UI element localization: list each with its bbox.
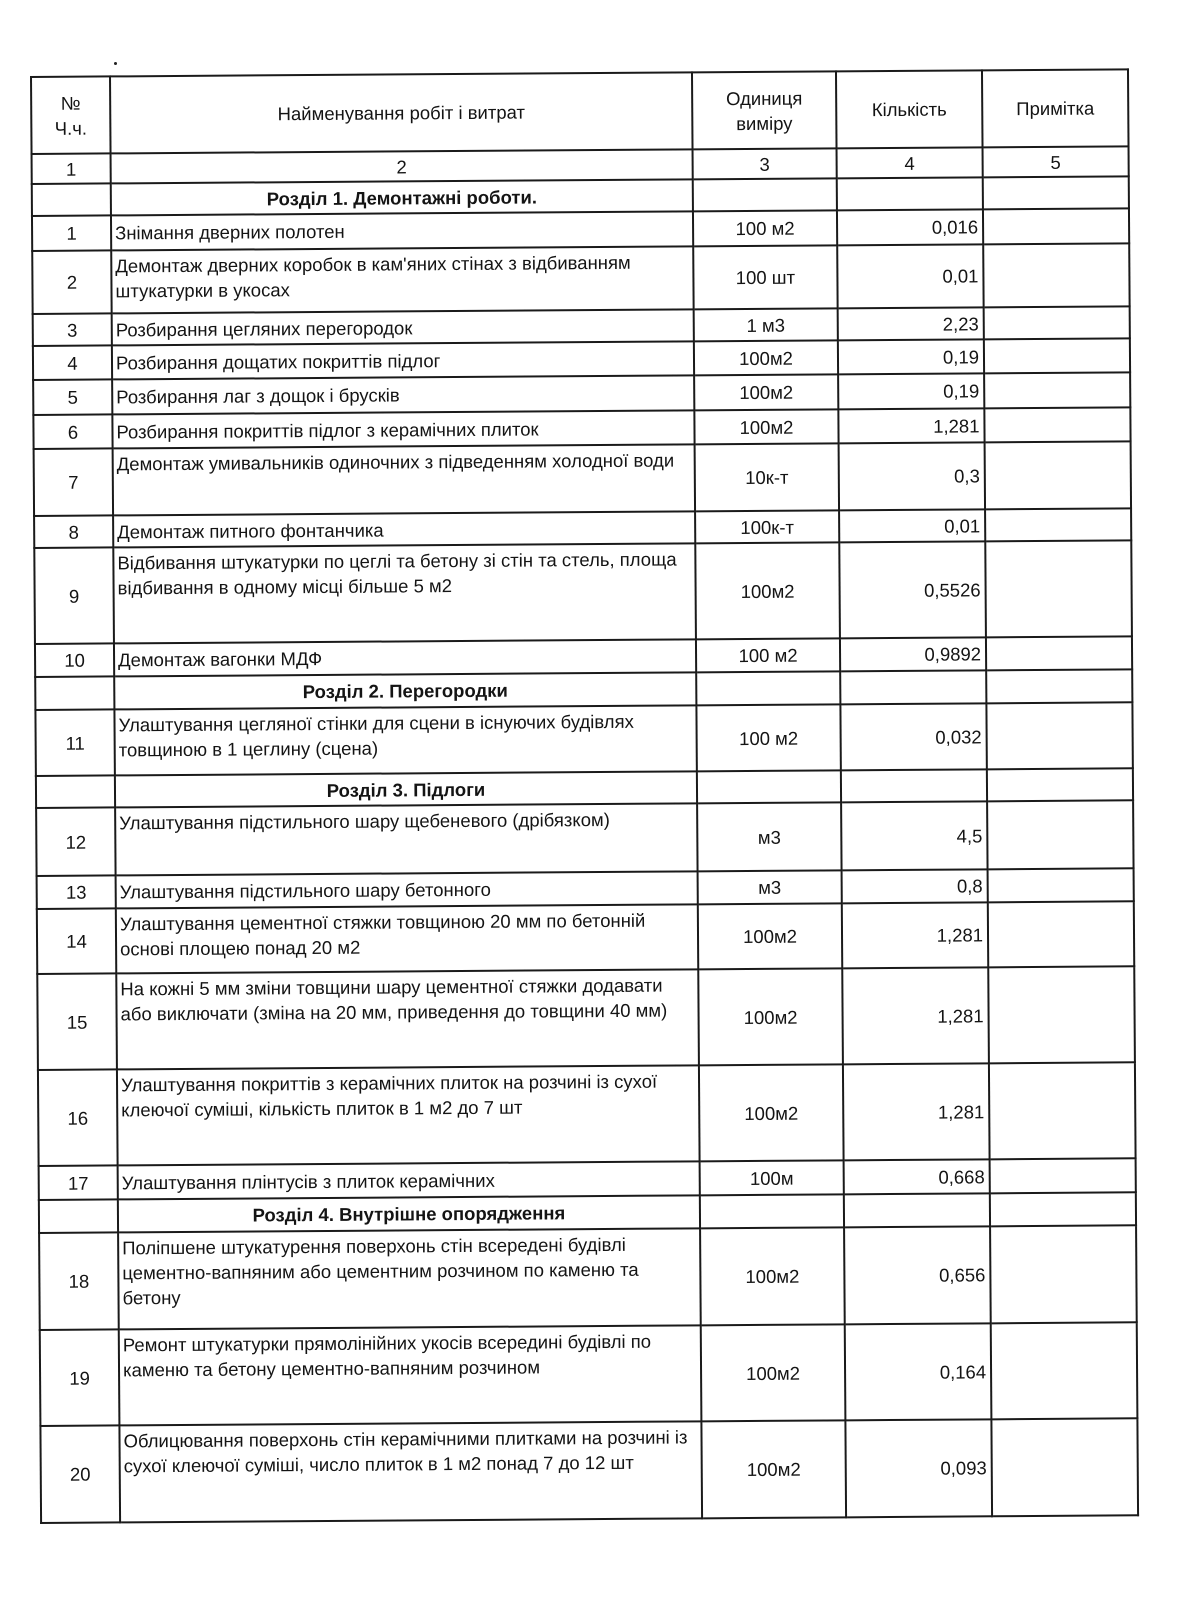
section-unit-cell [697, 770, 841, 803]
section-qty-cell [840, 670, 986, 704]
row-qty: 0,9892 [840, 637, 986, 671]
table-row [38, 1062, 1136, 1166]
row-note [984, 372, 1130, 408]
row-note [987, 800, 1133, 869]
row-qty: 0,5526 [839, 541, 986, 638]
row-num: 6 [33, 414, 112, 449]
row-unit: 100 шт [693, 245, 837, 309]
column-index-cell: 1 [32, 153, 111, 184]
header-name: Найменування робіт і витрат [110, 72, 693, 153]
row-unit: 100 м2 [693, 210, 837, 246]
row-num: 19 [40, 1329, 120, 1426]
row-name: Розбирання дощатих покриттів підлог [112, 341, 694, 379]
column-index-cell: 3 [693, 148, 837, 179]
row-name: Знімання дверних полотен [111, 211, 693, 250]
row-num: 13 [37, 875, 116, 909]
row-num: 11 [35, 709, 114, 776]
row-name: На кожні 5 мм зміни товщини шару цементної стяжки додавати або виключати (зміна на 20 мм, приведення до товщини 40 мм) [116, 969, 699, 1069]
row-num: 2 [32, 250, 111, 314]
row-note [984, 338, 1130, 373]
row-unit: 100к-т [695, 510, 839, 543]
column-index-cell: 5 [983, 146, 1129, 177]
row-note [990, 1158, 1136, 1193]
row-name: Демонтаж вагонки МДФ [114, 639, 696, 676]
row-qty: 0,016 [837, 209, 983, 245]
row-note [984, 407, 1130, 442]
table-row [40, 1418, 1138, 1523]
row-unit: 100м2 [694, 374, 838, 410]
row-unit: 100м2 [698, 903, 842, 969]
row-name: Облицювання поверхонь стін керамічними плитками на розчині із сухої клеючої суміші, число плиток в 1 м2 понад 7 до 12 шт [119, 1421, 702, 1522]
header-row [31, 69, 1129, 154]
row-name: Поліпшене штукатурення поверхонь стін всередені будівлі цементно-вапняним або цементним розчином по каменю та бетону [118, 1228, 701, 1329]
section-qty-cell [844, 1193, 990, 1227]
row-note [991, 1322, 1138, 1419]
row-qty: 1,281 [842, 967, 989, 1064]
row-qty: 0,8 [842, 869, 988, 903]
section-unit-cell [700, 1194, 844, 1228]
row-note [986, 702, 1132, 769]
row-qty: 0,19 [838, 373, 984, 409]
row-num: 20 [40, 1425, 120, 1523]
row-unit: 100м2 [701, 1420, 846, 1518]
row-num: 3 [33, 313, 112, 346]
row-name: Демонтаж питного фонтанчика [113, 511, 695, 547]
row-num: 12 [36, 807, 115, 876]
row-num: 10 [35, 643, 114, 677]
row-unit: 100м2 [700, 1227, 845, 1325]
section-unit-cell [696, 671, 840, 705]
row-note [990, 1225, 1137, 1323]
section-num-cell [35, 676, 114, 710]
row-qty: 1,281 [843, 1063, 990, 1160]
row-unit: м3 [698, 870, 842, 904]
row-note [985, 508, 1131, 541]
row-qty: 1,281 [838, 408, 984, 443]
row-name: Демонтаж дверних коробок в кам'яних стінах з відбиванням штукатурки в укосах [111, 246, 693, 313]
row-name: Улаштування плінтусів з плиток керамічних [118, 1161, 700, 1199]
header-num-line2: Ч.ч. [54, 117, 88, 139]
row-num: 16 [38, 1069, 118, 1166]
table-row [37, 966, 1135, 1070]
row-name: Розбирання покриттів підлог з керамічних плиток [112, 410, 694, 448]
row-name: Улаштування підстильного шару бетонного [116, 871, 698, 908]
row-unit: 1 м3 [694, 308, 838, 341]
header-unit-line2: виміру [736, 112, 793, 134]
row-note [991, 1418, 1138, 1516]
section-qty-cell [841, 769, 987, 802]
table-row [40, 1322, 1138, 1426]
row-num: 18 [39, 1232, 119, 1330]
row-num: 15 [37, 973, 117, 1070]
row-note [983, 243, 1129, 307]
section-num-cell [39, 1199, 118, 1233]
row-unit: 100м2 [698, 968, 843, 1065]
section-note-cell [983, 176, 1129, 209]
works-table [30, 68, 1139, 1524]
header-num-line1: № [60, 92, 81, 114]
row-qty: 1,281 [842, 902, 988, 968]
row-num: 1 [32, 215, 111, 251]
row-name: Розбирання лаг з дощок і брусків [112, 375, 694, 414]
column-index-cell: 2 [111, 149, 693, 183]
section-note-cell [986, 669, 1132, 703]
works-table-sheet [30, 68, 1139, 1524]
row-note [983, 208, 1129, 244]
table-row [37, 901, 1134, 974]
row-note [986, 636, 1132, 670]
header-qty: Кількість [836, 70, 983, 148]
row-num: 14 [37, 908, 116, 974]
row-qty: 0,3 [839, 442, 985, 510]
row-name: Улаштування цегляної стінки для сцени в існуючих будівлях товщиною в 1 цеглину (сцена) [114, 705, 696, 775]
row-qty: 4,5 [841, 801, 987, 870]
section-title: Розділ 1. Демонтажні роботи. [111, 179, 693, 215]
row-unit: 100м2 [694, 340, 838, 375]
row-unit: 10к-т [695, 443, 839, 511]
row-name: Ремонт штукатурки прямолінійних укосів всередині будівлі по каменю та бетону цементно-вапняним розчином [119, 1325, 702, 1425]
header-num [31, 76, 111, 154]
row-name: Улаштування підстильного шару щебеневого (дрібязком) [115, 803, 697, 875]
row-note [988, 901, 1134, 967]
row-unit: 100м2 [701, 1324, 846, 1421]
row-qty: 0,164 [845, 1323, 992, 1420]
row-qty: 0,01 [839, 509, 985, 542]
row-qty: 0,01 [837, 244, 983, 308]
row-unit: 100м2 [694, 409, 838, 444]
table-row [35, 702, 1132, 776]
section-note-cell [990, 1192, 1136, 1226]
row-unit: 100 м2 [696, 704, 840, 771]
row-num: 7 [34, 448, 113, 516]
row-num: 17 [39, 1165, 118, 1200]
row-note [985, 540, 1132, 637]
scan-speck [114, 62, 117, 65]
row-note [984, 306, 1130, 339]
section-num-cell [36, 775, 115, 808]
row-name: Демонтаж умивальників одиночних з підведенням холодної води [113, 444, 695, 515]
section-num-cell [32, 183, 111, 216]
row-unit: м3 [697, 802, 841, 871]
column-index-cell: 4 [837, 147, 983, 178]
row-unit: 100м2 [695, 542, 840, 639]
row-qty: 0,668 [844, 1159, 990, 1194]
row-unit: 100м2 [699, 1064, 844, 1161]
row-note [989, 1062, 1136, 1159]
table-row [32, 243, 1129, 314]
row-qty: 0,656 [844, 1226, 991, 1324]
section-unit-cell [693, 178, 837, 211]
section-title: Розділ 3. Підлоги [115, 771, 697, 807]
header-unit [692, 71, 837, 149]
row-unit: 100м [700, 1160, 844, 1195]
row-num: 9 [34, 547, 114, 644]
row-qty: 0,093 [845, 1419, 992, 1517]
table-row [34, 441, 1131, 516]
header-note: Примітка [982, 69, 1129, 147]
row-name: Улаштування покриттів з керамічних плиток на розчині із сухої клеючої суміші, кількість плиток в 1 м2 до 7 шт [117, 1065, 700, 1165]
row-num: 8 [34, 515, 113, 548]
section-note-cell [987, 768, 1133, 801]
row-unit: 100 м2 [696, 638, 840, 672]
table-row [36, 800, 1133, 876]
section-qty-cell [837, 177, 983, 210]
row-qty: 2,23 [838, 307, 984, 340]
section-title: Розділ 2. Перегородки [114, 672, 696, 709]
section-title: Розділ 4. Внутрішне опорядження [118, 1195, 700, 1232]
row-name: Розбирання цегляних перегородок [112, 309, 694, 345]
row-qty: 0,19 [838, 339, 984, 374]
row-note [988, 868, 1134, 902]
table-row [39, 1225, 1137, 1330]
table-row [34, 540, 1132, 644]
row-note [988, 966, 1135, 1063]
row-num: 5 [33, 379, 112, 415]
row-name: Улаштування цементної стяжки товщиною 20 мм по бетонній основі площею понад 20 м2 [116, 904, 698, 973]
row-note [985, 441, 1131, 509]
row-num: 4 [33, 345, 112, 380]
row-name: Відбивання штукатурки по цеглі та бетону зі стін та стель, площа відбивання в одному місці більше 5 м2 [113, 543, 696, 643]
row-qty: 0,032 [840, 703, 986, 770]
header-unit-line1: Одиниця [725, 87, 803, 109]
